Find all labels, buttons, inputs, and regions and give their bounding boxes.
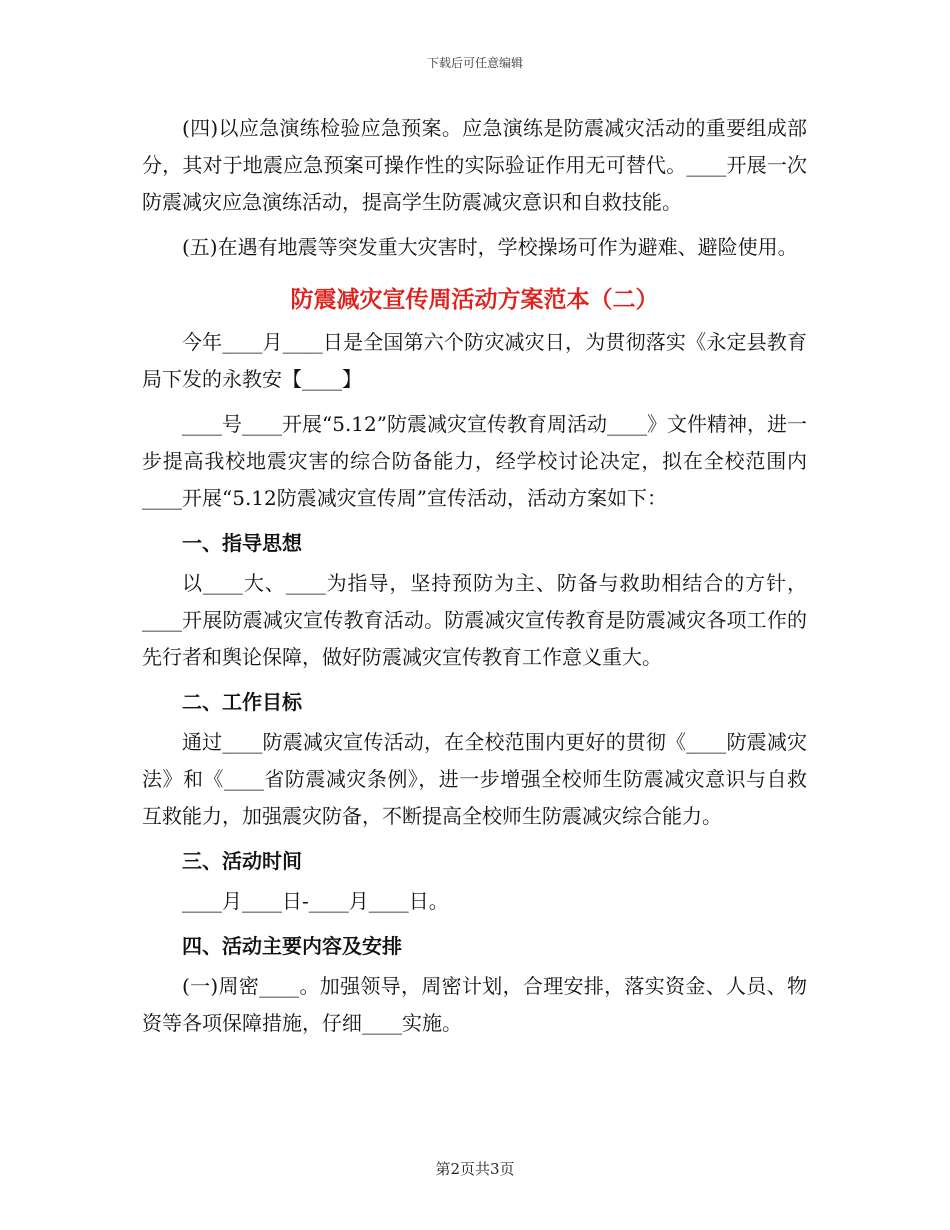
heading-work-goals: 二、工作目标 (182, 690, 302, 714)
paragraph-playground-shelter: (五)在遇有地震等突发重大灾害时，学校操场可作为避难、避险使用。 (182, 235, 798, 259)
heading-guiding-ideology: 一、指导思想 (182, 531, 302, 555)
page-footer: 第2页共3页 (435, 1160, 515, 1178)
intro-paragraph-1: 今年____月____日是全国第六个防灾减灾日，为贯彻落实《永定县教育局下发的永教安【____】 (142, 330, 807, 391)
paragraph-guiding-ideology: 以____大、____为指导，坚持预防为主、防备与救助相结合的方针，____开展防震减灾宣传教育活动。防震减灾宣传教育是防震减灾各项工作的先行者和舆论保障，做好防震减灾宣传教育工作意义重大。 (142, 571, 807, 669)
paragraph-activity-time: ____月____日-____月____日。 (182, 889, 449, 913)
paragraph-main-content: (一)周密____。加强领导，周密计划，合理安排，落实资金、人员、物资等各项保障措施，仔细____实施。 (142, 974, 807, 1035)
document-body (142, 110, 807, 1042)
section-title: 防震减灾宣传周活动方案范本（二） (290, 287, 659, 313)
intro-paragraph-2: ____号____开展“5.12”防震减灾宣传教育周活动____》文件精神，进一步提高我校地震灾害的综合防备能力，经学校讨论决定，拟在全校范围内____开展“5.12防震减灾宣传周”宣传活动，活动方案如下： (142, 412, 807, 510)
heading-activity-time: 三、活动时间 (182, 849, 302, 873)
paragraph-work-goals: 通过____防震减灾宣传活动，在全校范围内更好的贯彻《____防震减灾法》和《____省防震减灾条例》，进一步增强全校师生防震减灾意识与自救互救能力，加强震灾防备，不断提高全校师生防震减灾综合能力。 (142, 730, 807, 828)
paragraph-emergency-drill: (四)以应急演练检验应急预案。应急演练是防震减灾活动的重要组成部分，其对于地震应急预案可操作性的实际验证作用无可替代。____开展一次防震减灾应急演练活动，提高学生防震减灾意识和自救技能。 (142, 116, 807, 214)
heading-main-content: 四、活动主要内容及安排 (182, 934, 402, 958)
page-header: 下载后可任意编辑 (426, 56, 523, 70)
